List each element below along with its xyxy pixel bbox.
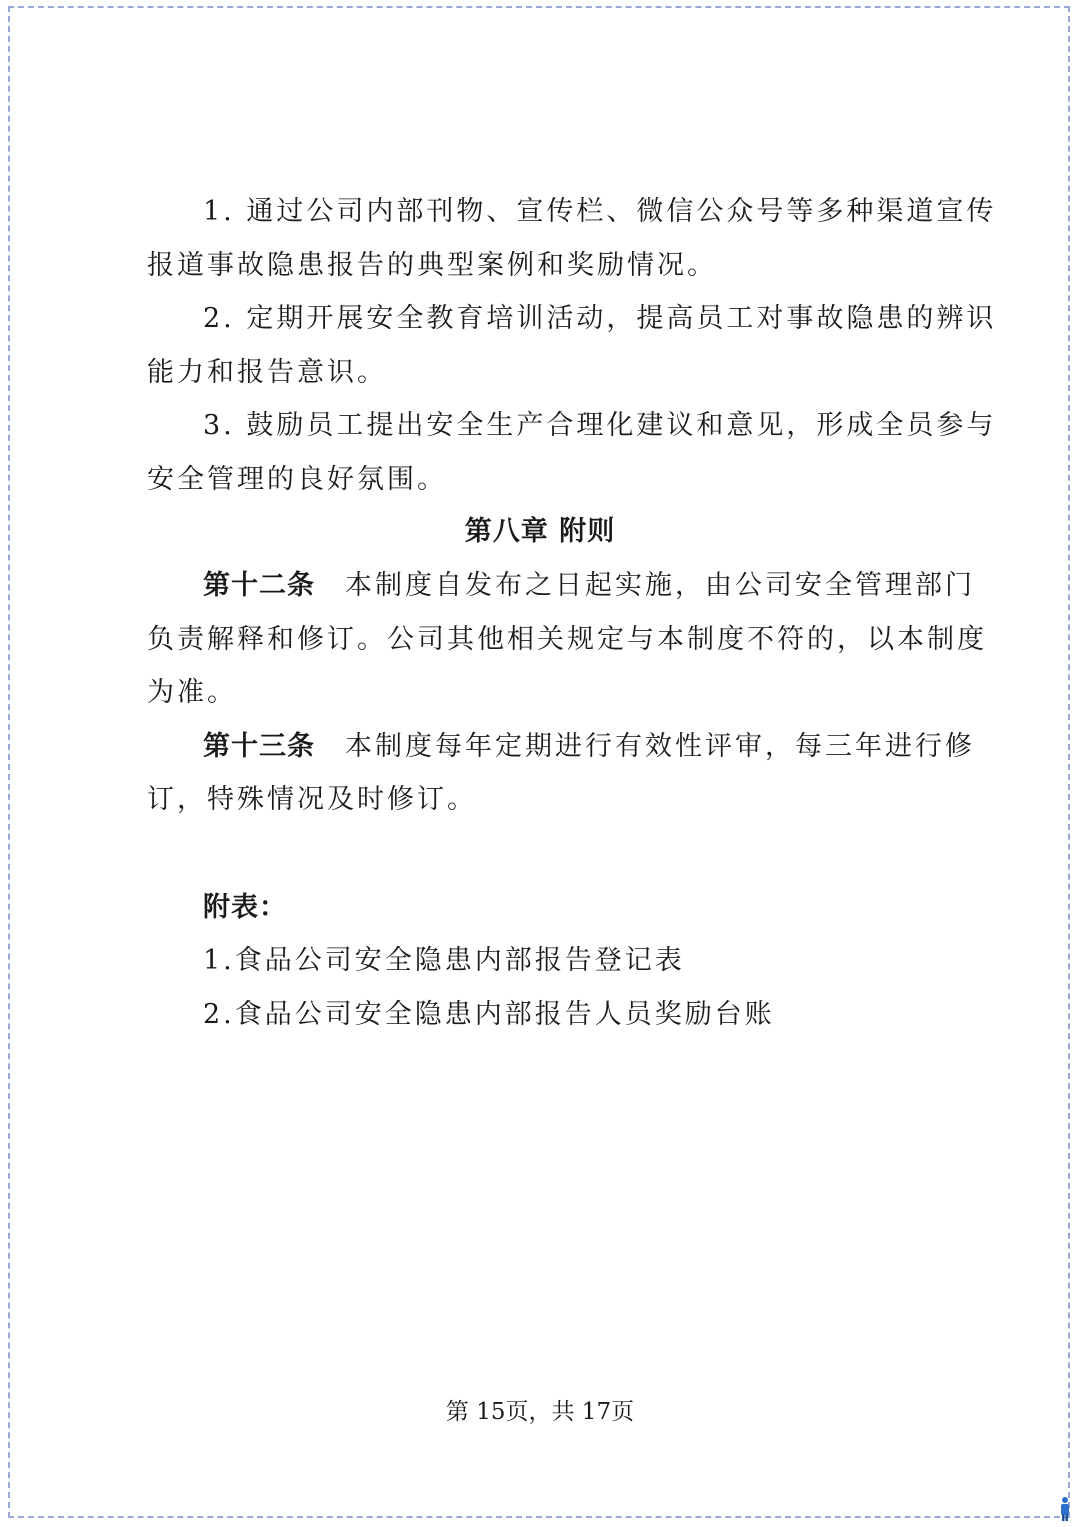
article-12-line-1 — [203, 570, 975, 602]
person-logo-icon — [1058, 1496, 1072, 1522]
appendix-item-1: 1.食品公司安全隐患内部报告登记表 — [203, 945, 685, 976]
item-1-line-2: 报道事故隐患报告的典型案例和奖励情况。 — [147, 250, 717, 281]
article-13-line-1 — [203, 731, 975, 763]
item-2-line-1: 2. 定期开展安全教育培训活动，提高员工对事故隐患的辨识 — [203, 303, 997, 334]
appendix-title: 附表： — [203, 892, 287, 923]
item-3-line-2: 安全管理的良好氛围。 — [147, 464, 447, 495]
article-12-text-1: 本制度自发布之日起实施，由公司安全管理部门 — [345, 570, 975, 601]
item-3-line-1: 3. 鼓励员工提出安全生产合理化建议和意见，形成全员参与 — [203, 410, 997, 441]
item-2-line-2: 能力和报告意识。 — [147, 357, 387, 388]
article-12-label: 第十二条 — [203, 570, 315, 601]
article-12-line-3: 为准。 — [147, 677, 237, 708]
article-12-line-2: 负责解释和修订。公司其他相关规定与本制度不符的，以本制度 — [147, 624, 987, 655]
appendix-item-2: 2.食品公司安全隐患内部报告人员奖励台账 — [203, 999, 775, 1030]
page-footer: 第 15页，共 17页 — [445, 1399, 635, 1425]
article-13-line-2: 订，特殊情况及时修订。 — [147, 784, 477, 815]
chapter-title: 第八章 附则 — [464, 516, 616, 547]
article-13-label: 第十三条 — [203, 731, 315, 762]
item-1-line-1: 1. 通过公司内部刊物、宣传栏、微信公众号等多种渠道宣传 — [203, 196, 997, 227]
article-13-text-1: 本制度每年定期进行有效性评审，每三年进行修 — [345, 731, 975, 762]
